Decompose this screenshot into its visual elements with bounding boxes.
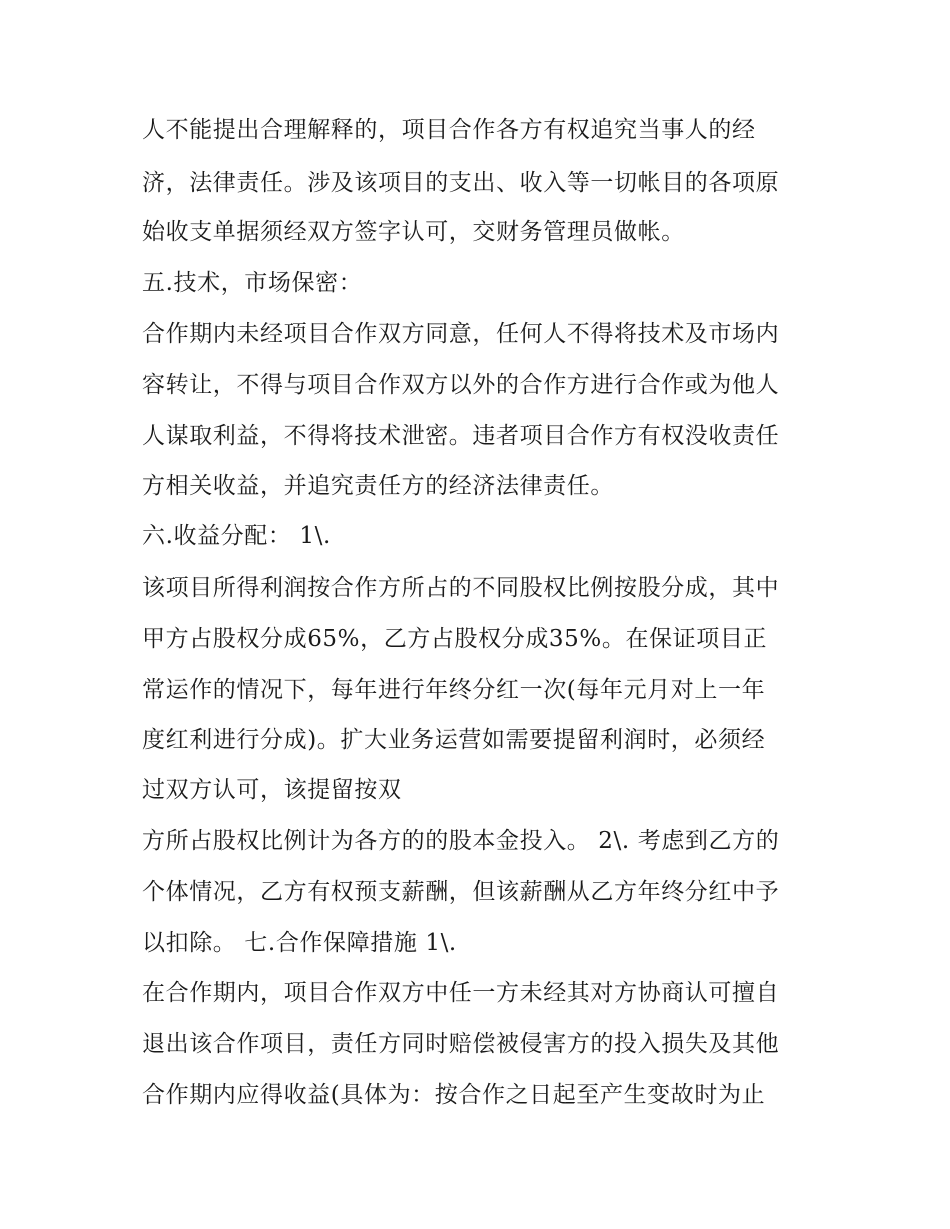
text-line: 该项目所得利润按合作方所占的不同股权比例按股分成，其中	[142, 575, 780, 601]
text-line: 人不能提出合理解释的，项目合作各方有权追究当事人的经	[142, 117, 756, 143]
text-line: 度红利进行分成)。扩大业务运营如需要提留利润时，必须经	[142, 727, 766, 753]
text-line: 过双方认可，该提留按双	[142, 777, 402, 803]
text-line: 方所占股权比例计为各方的的股本金投入。 2\. 考虑到乙方的	[142, 828, 780, 854]
text-line: 济，法律责任。涉及该项目的支出、收入等一切帐目的各项原	[142, 170, 780, 196]
text-line: 始收支单据须经双方签字认可，交财务管理员做帐。	[142, 219, 685, 245]
text-line: 甲方占股权分成65%，乙方占股权分成35%。在保证项目正	[142, 626, 768, 652]
text-line: 人谋取利益，不得将技术泄密。违者项目合作方有权没收责任	[142, 423, 780, 449]
section-heading: 六.收益分配： 1\.	[142, 523, 331, 549]
text-line: 合作期内应得收益(具体为：按合作之日起至产生变故时为止	[142, 1082, 766, 1108]
text-line: 容转让，不得与项目合作双方以外的合作方进行合作或为他人	[142, 372, 780, 398]
text-line: 方相关收益，并追究责任方的经济法律责任。	[142, 473, 614, 499]
text-line: 以扣除。 七.合作保障措施 1\.	[142, 930, 457, 956]
text-line: 在合作期内，项目合作双方中任一方未经其对方协商认可擅自	[142, 980, 780, 1006]
text-line: 合作期内未经项目合作双方同意，任何人不得将技术及市场内	[142, 321, 780, 347]
text-line: 个体情况，乙方有权预支薪酬，但该薪酬从乙方年终分红中予	[142, 879, 780, 905]
section-heading: 五.技术，市场保密：	[142, 270, 363, 296]
text-line: 常运作的情况下，每年进行年终分红一次(每年元月对上一年	[142, 677, 766, 703]
text-line: 退出该合作项目，责任方同时赔偿被侵害方的投入损失及其他	[142, 1031, 780, 1057]
